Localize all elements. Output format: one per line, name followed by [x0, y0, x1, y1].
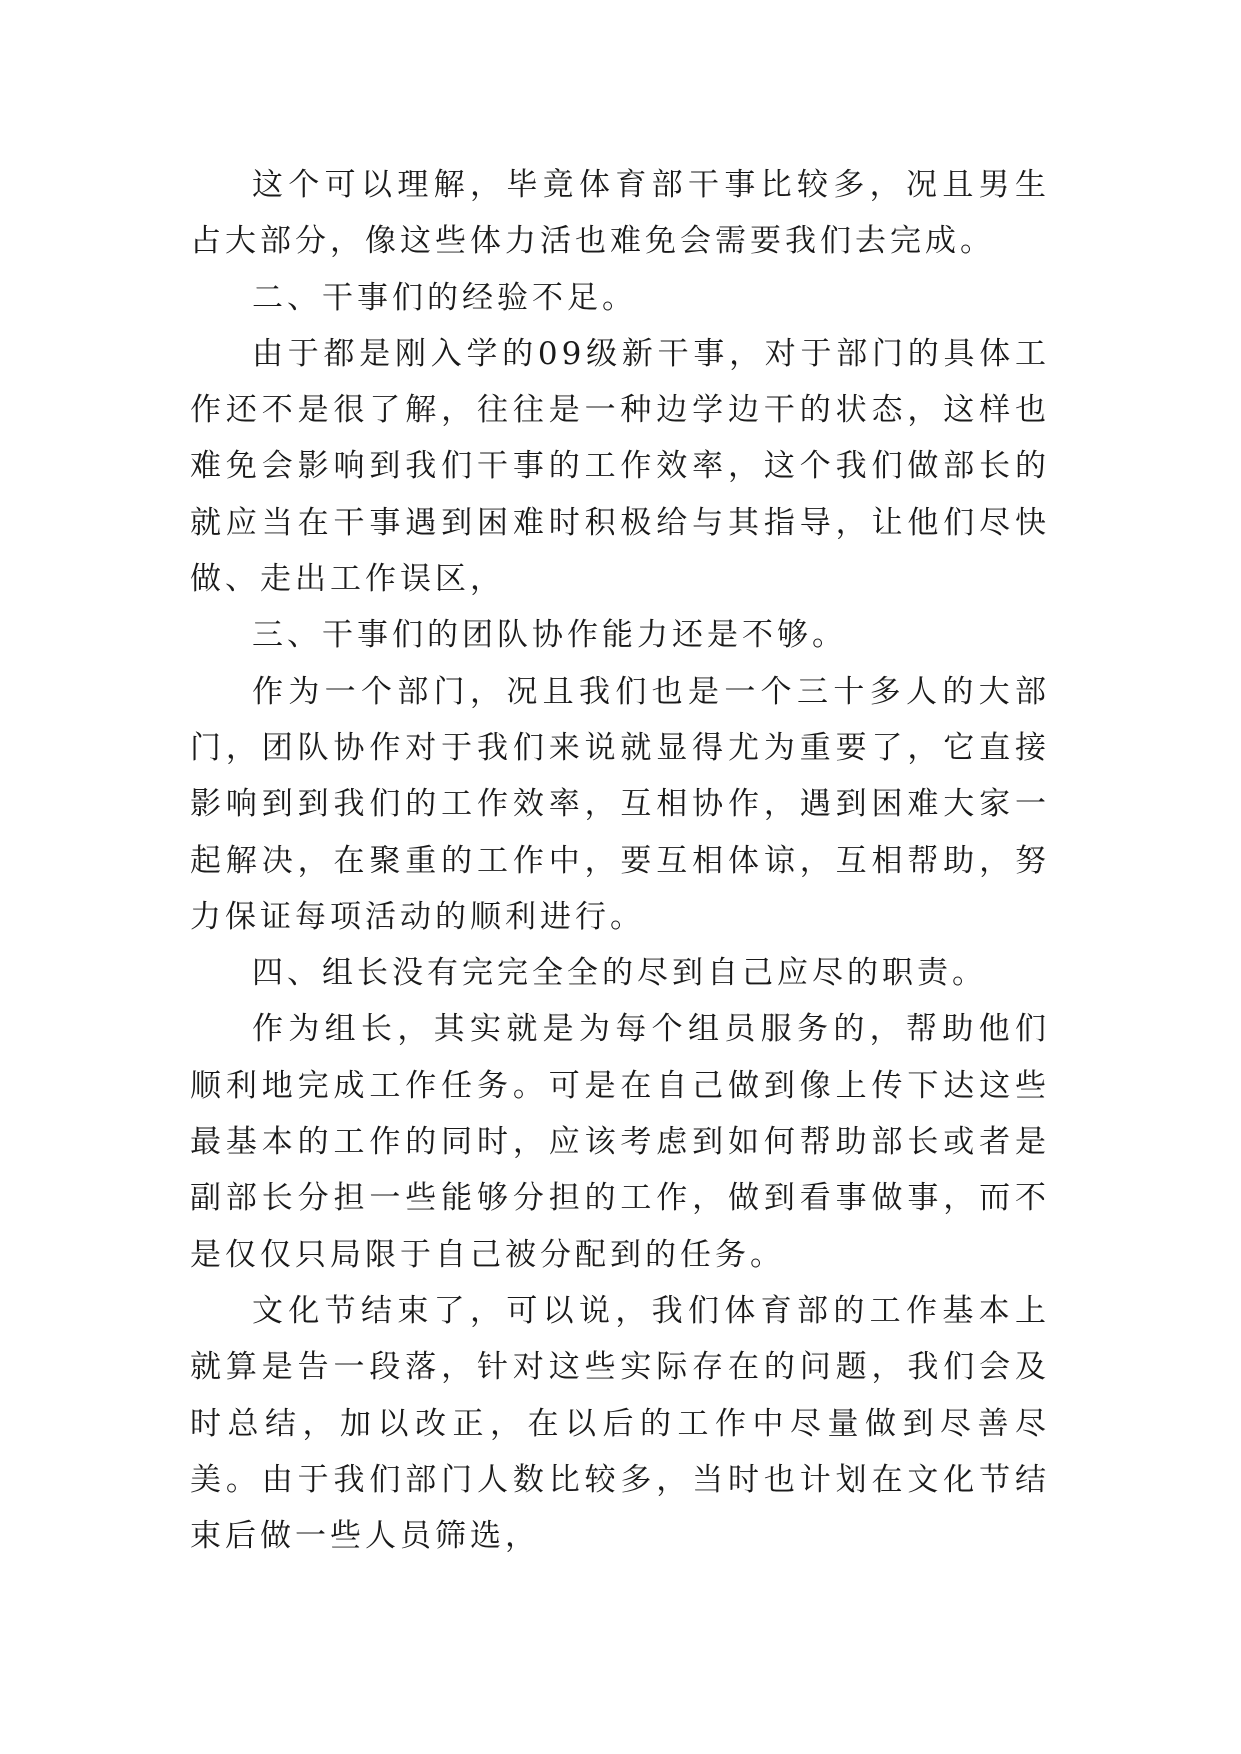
- paragraph: 这个可以理解，毕竟体育部干事比较多，况且男生占大部分，像这些体力活也难免会需要我们去完成。: [190, 167, 1050, 260]
- section-heading: 三、干事们的团队协作能力还是不够。: [252, 617, 847, 654]
- paragraph: 作为一个部门，况且我们也是一个三十多人的大部门，团队协作对于我们来说就显得尤为重要了，它直接影响到到我们的工作效率，互相协作，遇到困难大家一起解决，在聚重的工作中，要互相体谅，互相帮助，努力保证每项活动的顺利进行。: [190, 673, 1050, 935]
- paragraph: 作为组长，其实就是为每个组员服务的，帮助他们顺利地完成工作任务。可是在自己做到像上传下达这些最基本的工作的同时，应该考虑到如何帮助部长或者是副部长分担一些能够分担的工作，做到看事做事，而不是仅仅只局限于自己被分配到的任务。: [190, 1011, 1050, 1273]
- document-body: [190, 157, 1050, 1564]
- paragraph: 文化节结束了，可以说，我们体育部的工作基本上就算是告一段落，针对这些实际存在的问题，我们会及时总结，加以改正，在以后的工作中尽量做到尽善尽美。由于我们部门人数比较多，当时也计划在文化节结束后做一些人员筛选，: [190, 1292, 1050, 1555]
- paragraph: 由于都是刚入学的09级新干事，对于部门的具体工作还不是很了解，往往是一种边学边干的状态，这样也难免会影响到我们干事的工作效率，这个我们做部长的就应当在干事遇到困难时积极给与其指导，让他们尽快做、走出工作误区，: [190, 335, 1050, 598]
- section-heading: 四、组长没有完完全全的尽到自己应尽的职责。: [252, 955, 987, 992]
- section-heading: 二、干事们的经验不足。: [252, 279, 637, 316]
